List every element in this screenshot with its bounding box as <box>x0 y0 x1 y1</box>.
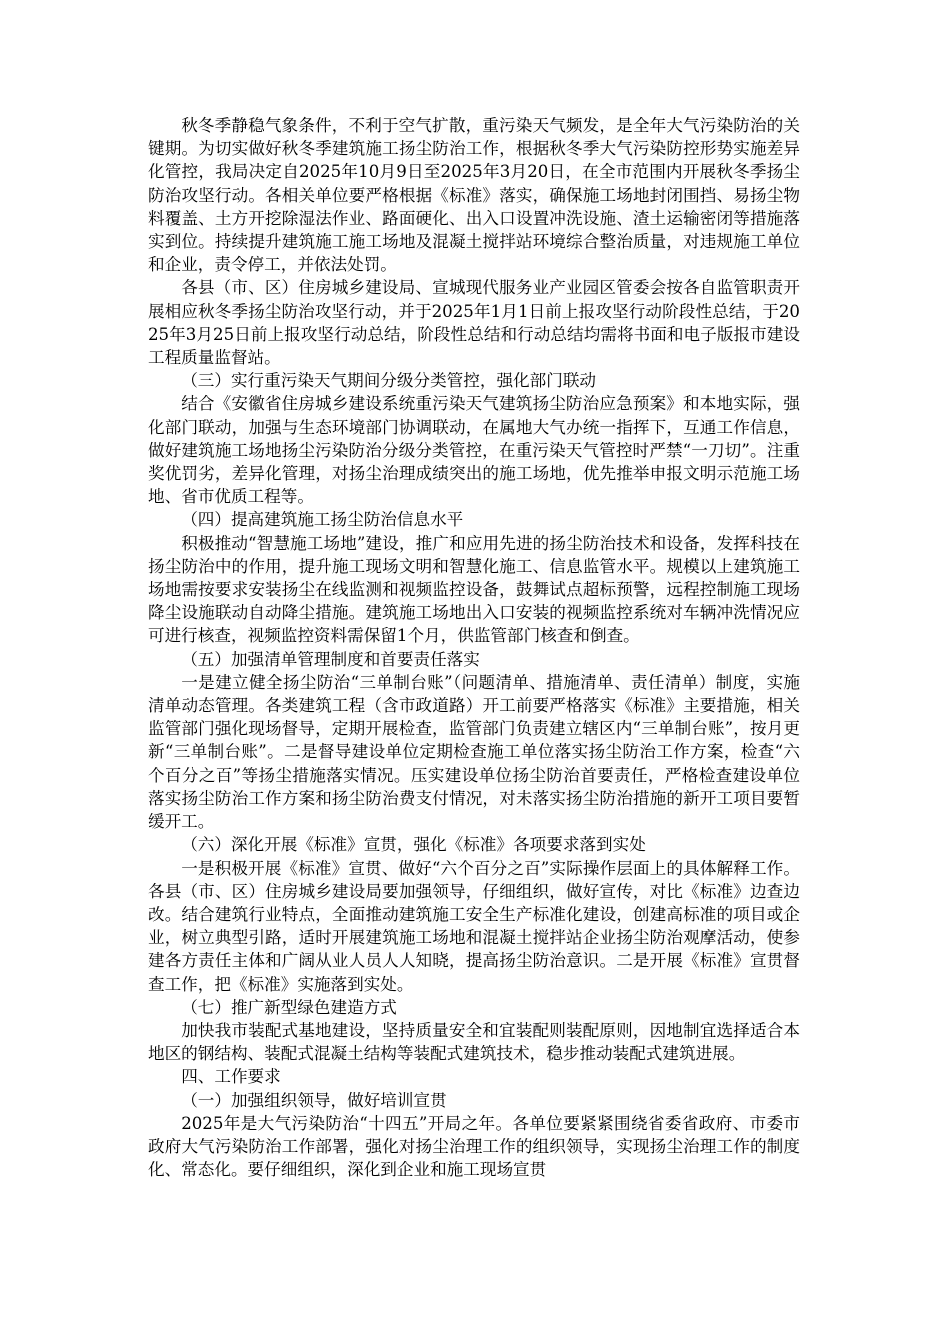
body-paragraph: 一是积极开展《标准》宣贯、做好“六个百分之百”实际操作层面上的具体解释工作。各县（市、区）住房城乡建设局要加强领导，仔细组织，做好宣传，对比《标准》边查边改。结合建筑行业特点，全面推动建筑施工安全生产标准化建设，创建高标准的项目或企业，树立典型引路，适时开展建筑施工场地和混凝土搅拌站企业扬尘防治观摩活动，使参建各方责任主体和广阔从业人员人人知晓，提高扬尘防治意识。二是开展《标准》宣贯督查工作，把《标准》实施落到实处。 <box>148 858 800 994</box>
body-paragraph: 加快我市装配式基地建设，坚持质量安全和宜装配则装配原则，因地制宜选择适合本地区的钢结构、装配式混凝土结构等装配式建筑技术，稳步推动装配式建筑进展。 <box>148 1020 800 1064</box>
body-paragraph: 一是建立健全扬尘防治“三单制台账”（问题清单、措施清单、责任清单）制度，实施清单动态管理。各类建筑工程（含市政道路）开工前要严格落实《标准》主要措施，相关监管部门强化现场督导，定期开展检查，监管部门负责建立辖区内“三单制台账”，按月更新“三单制台账”。二是督导建设单位定期检查施工单位落实扬尘防治工作方案，检查“六个百分之百”等扬尘措施落实情况。压实建设单位扬尘防治首要责任，严格检查建设单位落实扬尘防治工作方案和扬尘防治费支付情况，对未落实扬尘防治措施的新开工项目要暂缓开工。 <box>148 672 800 832</box>
section-heading: （五）加强清单管理制度和首要责任落实 <box>181 649 480 669</box>
section-heading: （七）推广新型绿色建造方式 <box>181 997 397 1017</box>
body-paragraph: 秋冬季静稳气象条件，不利于空气扩散，重污染天气频发，是全年大气污染防治的关键期。为切实做好秋冬季建筑施工扬尘防治工作，根据秋冬季大气污染防控形势实施差异化管控，我局决定自2025年10月9日至2025年3月20日，在全市范围内开展秋冬季扬尘防治攻坚行动。各相关单位要严格根据《标准》落实，确保施工场地封闭围挡、易扬尘物料覆盖、土方开挖除湿法作业、路面硬化、出入口设置冲洗设施、渣土运输密闭等措施落实到位。持续提升建筑施工施工场地及混凝土搅拌站环境综合整治质量，对违规施工单位和企业，责令停工，并依法处罚。 <box>148 116 800 275</box>
section-heading: （六）深化开展《标准》宣贯，强化《标准》各项要求落到实处 <box>181 835 646 855</box>
section-heading: （四）提高建筑施工扬尘防治信息水平 <box>181 510 464 530</box>
section-heading: （三）实行重污染天气期间分级分类管控，强化部门联动 <box>181 371 597 391</box>
section-heading: （一）加强组织领导，做好培训宣贯 <box>181 1090 447 1110</box>
body-paragraph: 各县（市、区）住房城乡建设局、宣城现代服务业产业园区管委会按各自监管职责开展相应秋冬季扬尘防治攻坚行动，并于2025年1月1日前上报攻坚行动阶段性总结，于2025年3月25日前上报攻坚行动总结，阶段性总结和行动总结均需将书面和电子版报市建设工程质量监督站。 <box>148 278 800 368</box>
body-paragraph: 积极推动“智慧施工场地”建设，推广和应用先进的扬尘防治技术和设备，发挥科技在扬尘防治中的作用，提升施工现场文明和智慧化施工、信息监管水平。规模以上建筑施工场地需按要求安装扬尘在线监测和视频监控设备，鼓舞试点超标预警，远程控制施工现场降尘设施联动自动降尘措施。建筑施工场地出入口安装的视频监控系统对车辆冲洗情况应可进行核查，视频监控资料需保留1个月，供监管部门核查和倒查。 <box>148 533 800 646</box>
body-paragraph: 2025年是大气污染防治“十四五”开局之年。各单位要紧紧围绕省委省政府、市委市政府大气污染防治工作部署，强化对扬尘治理工作的组织领导，实现扬尘治理工作的制度化、常态化。要仔细组织，深化到企业和施工现场宣贯 <box>148 1113 800 1180</box>
chapter-heading: 四、工作要求 <box>181 1067 281 1087</box>
body-paragraph: 结合《安徽省住房城乡建设系统重污染天气建筑扬尘防治应急预案》和本地实际，强化部门联动，加强与生态环境部门协调联动，在属地大气办统一指挥下，互通工作信息，做好建筑施工场地扬尘污染防治分级分类管控，在重污染天气管控时严禁“一刀切”。注重奖优罚劣，差异化管理，对扬尘治理成绩突出的施工场地，优先推举申报文明示范施工场地、省市优质工程等。 <box>148 394 800 507</box>
